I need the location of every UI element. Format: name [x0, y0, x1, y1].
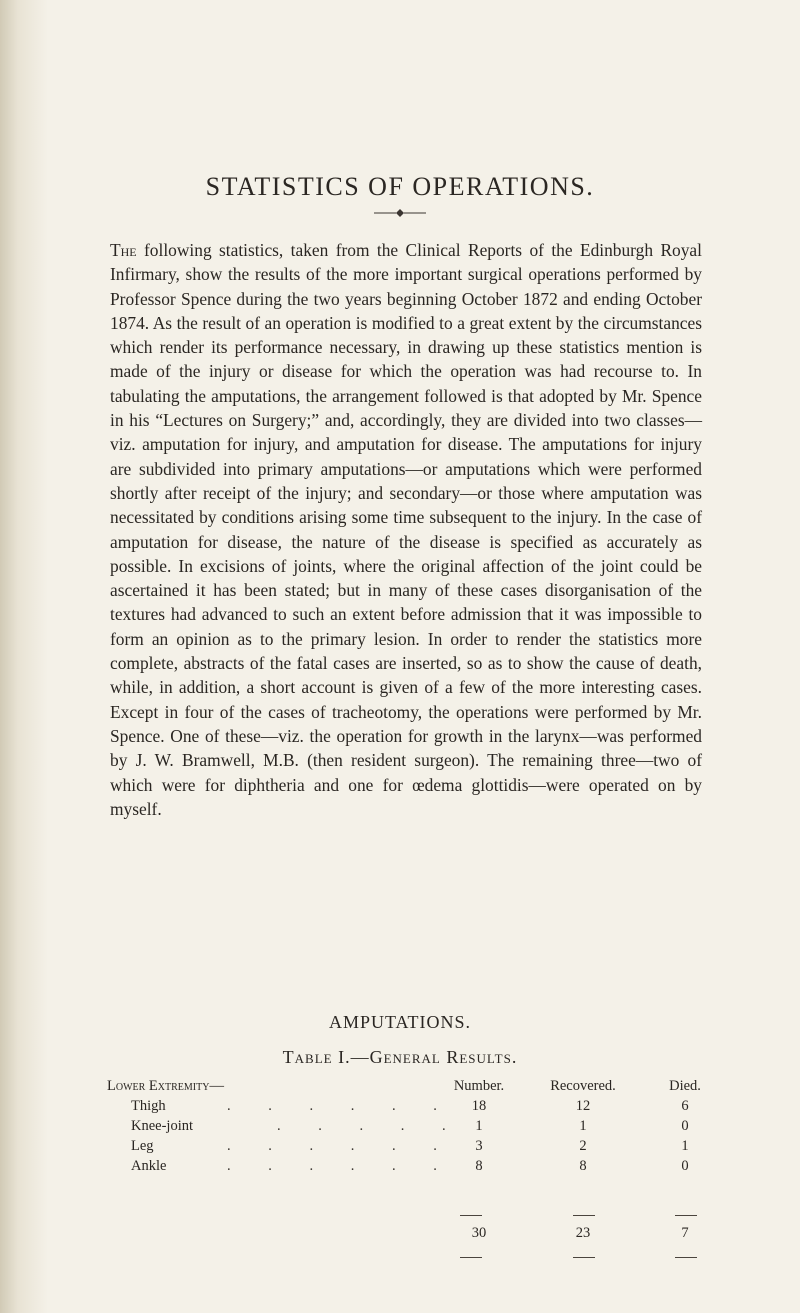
- table-row: [107, 1098, 727, 1118]
- total-underline-recovered: [573, 1257, 595, 1258]
- row-recovered: 8: [579, 1158, 587, 1174]
- section-heading: AMPUTATIONS.: [328, 1012, 472, 1032]
- intro-lead-word: The: [110, 240, 137, 260]
- row-label: Knee-joint: [131, 1118, 194, 1134]
- sum-rule-recovered: [573, 1215, 595, 1216]
- table-row: [107, 1158, 727, 1178]
- row-label: Leg: [131, 1138, 154, 1154]
- results-table: [107, 1078, 727, 1178]
- row-number: 1: [475, 1118, 483, 1134]
- total-number: 30: [471, 1225, 487, 1241]
- page-title: STATISTICS OF OPERATIONS.: [205, 172, 595, 201]
- title-ornament: [372, 208, 428, 218]
- sum-rule-number: [460, 1215, 482, 1216]
- row-died: 6: [681, 1098, 689, 1114]
- intro-text: following statistics, taken from the Clinical Reports of the Edinburgh Royal Infirmary, show the results of the more important surgical operations performed by Professor Spence during the two years beginning October 1872 and ending October 1874. As the result of an operation is modified to a great extent by the circumstances which render its performance necessary, in drawing up these statistics mention is made of the injury or disease for which the operation was had recourse to. In tabulating the amputations, the arrangement followed is that adopted by Mr. Spence in his “Lectures on Surgery;” and, accordingly, they are divided into two classes—viz. amputation for injury, and amputation for disease. The amputations for injury are subdivided into primary amputations—or amputations which were performed shortly after receipt of the injury; and secondary—or those where amputation was necessitated by conditions arising some time subsequent to the injury. In the case of amputation for disease, the nature of the disease is specified as accurately as possible. In excisions of joints, where the original affection of the joint could be ascertained it has been stated; but in many of these cases disorganisation of the textures had advanced to such an extent before admission that it was impossible to form an opinion as to the primary lesion. In order to render the statistics more complete, abstracts of the fatal cases are inserted, so as to show the cause of death, while, in addition, a short account is given of a few of the more interesting cases. Except in four of the cases of tracheotomy, the operations were performed by Mr. Spence. One of these—viz. the operation for growth in the larynx—was performed by J. W. Bramwell, M.B. (then resident surgeon). The remaining three—two of which were for diphtheria and one for œdema glottidis—were operated on by myself.: [110, 240, 702, 819]
- total-recovered: 23: [575, 1225, 591, 1241]
- row-recovered: 2: [579, 1138, 587, 1154]
- row-label: Ankle: [131, 1158, 167, 1174]
- leader-dots: . . . . . .: [227, 1158, 454, 1174]
- leader-dots: . . . . . .: [227, 1098, 454, 1114]
- total-died: 7: [681, 1225, 689, 1241]
- row-label: Thigh: [131, 1098, 166, 1114]
- table-heading: Table I.—General Results.: [282, 1047, 518, 1067]
- row-died: 0: [681, 1118, 689, 1134]
- column-header-recovered: Recovered.: [550, 1078, 616, 1094]
- table-row: [107, 1118, 727, 1138]
- row-recovered: 1: [579, 1118, 587, 1134]
- column-header-died: Died.: [669, 1078, 701, 1094]
- row-number: 3: [475, 1138, 483, 1154]
- total-underline-died: [675, 1257, 697, 1258]
- leader-dots: . . . . . .: [227, 1138, 454, 1154]
- sum-rule-died: [675, 1215, 697, 1216]
- intro-paragraph: [110, 238, 702, 821]
- row-died: 1: [681, 1138, 689, 1154]
- table-row: [107, 1138, 727, 1158]
- row-number: 8: [475, 1158, 483, 1174]
- column-header-number: Number.: [453, 1078, 505, 1094]
- total-underline-number: [460, 1257, 482, 1258]
- table-header-row: [107, 1078, 727, 1098]
- row-died: 0: [681, 1158, 689, 1174]
- leader-dots: . . . . .: [277, 1118, 463, 1134]
- group-label: Lower Extremity—: [107, 1078, 224, 1094]
- row-recovered: 12: [575, 1098, 591, 1114]
- row-number: 18: [471, 1098, 487, 1114]
